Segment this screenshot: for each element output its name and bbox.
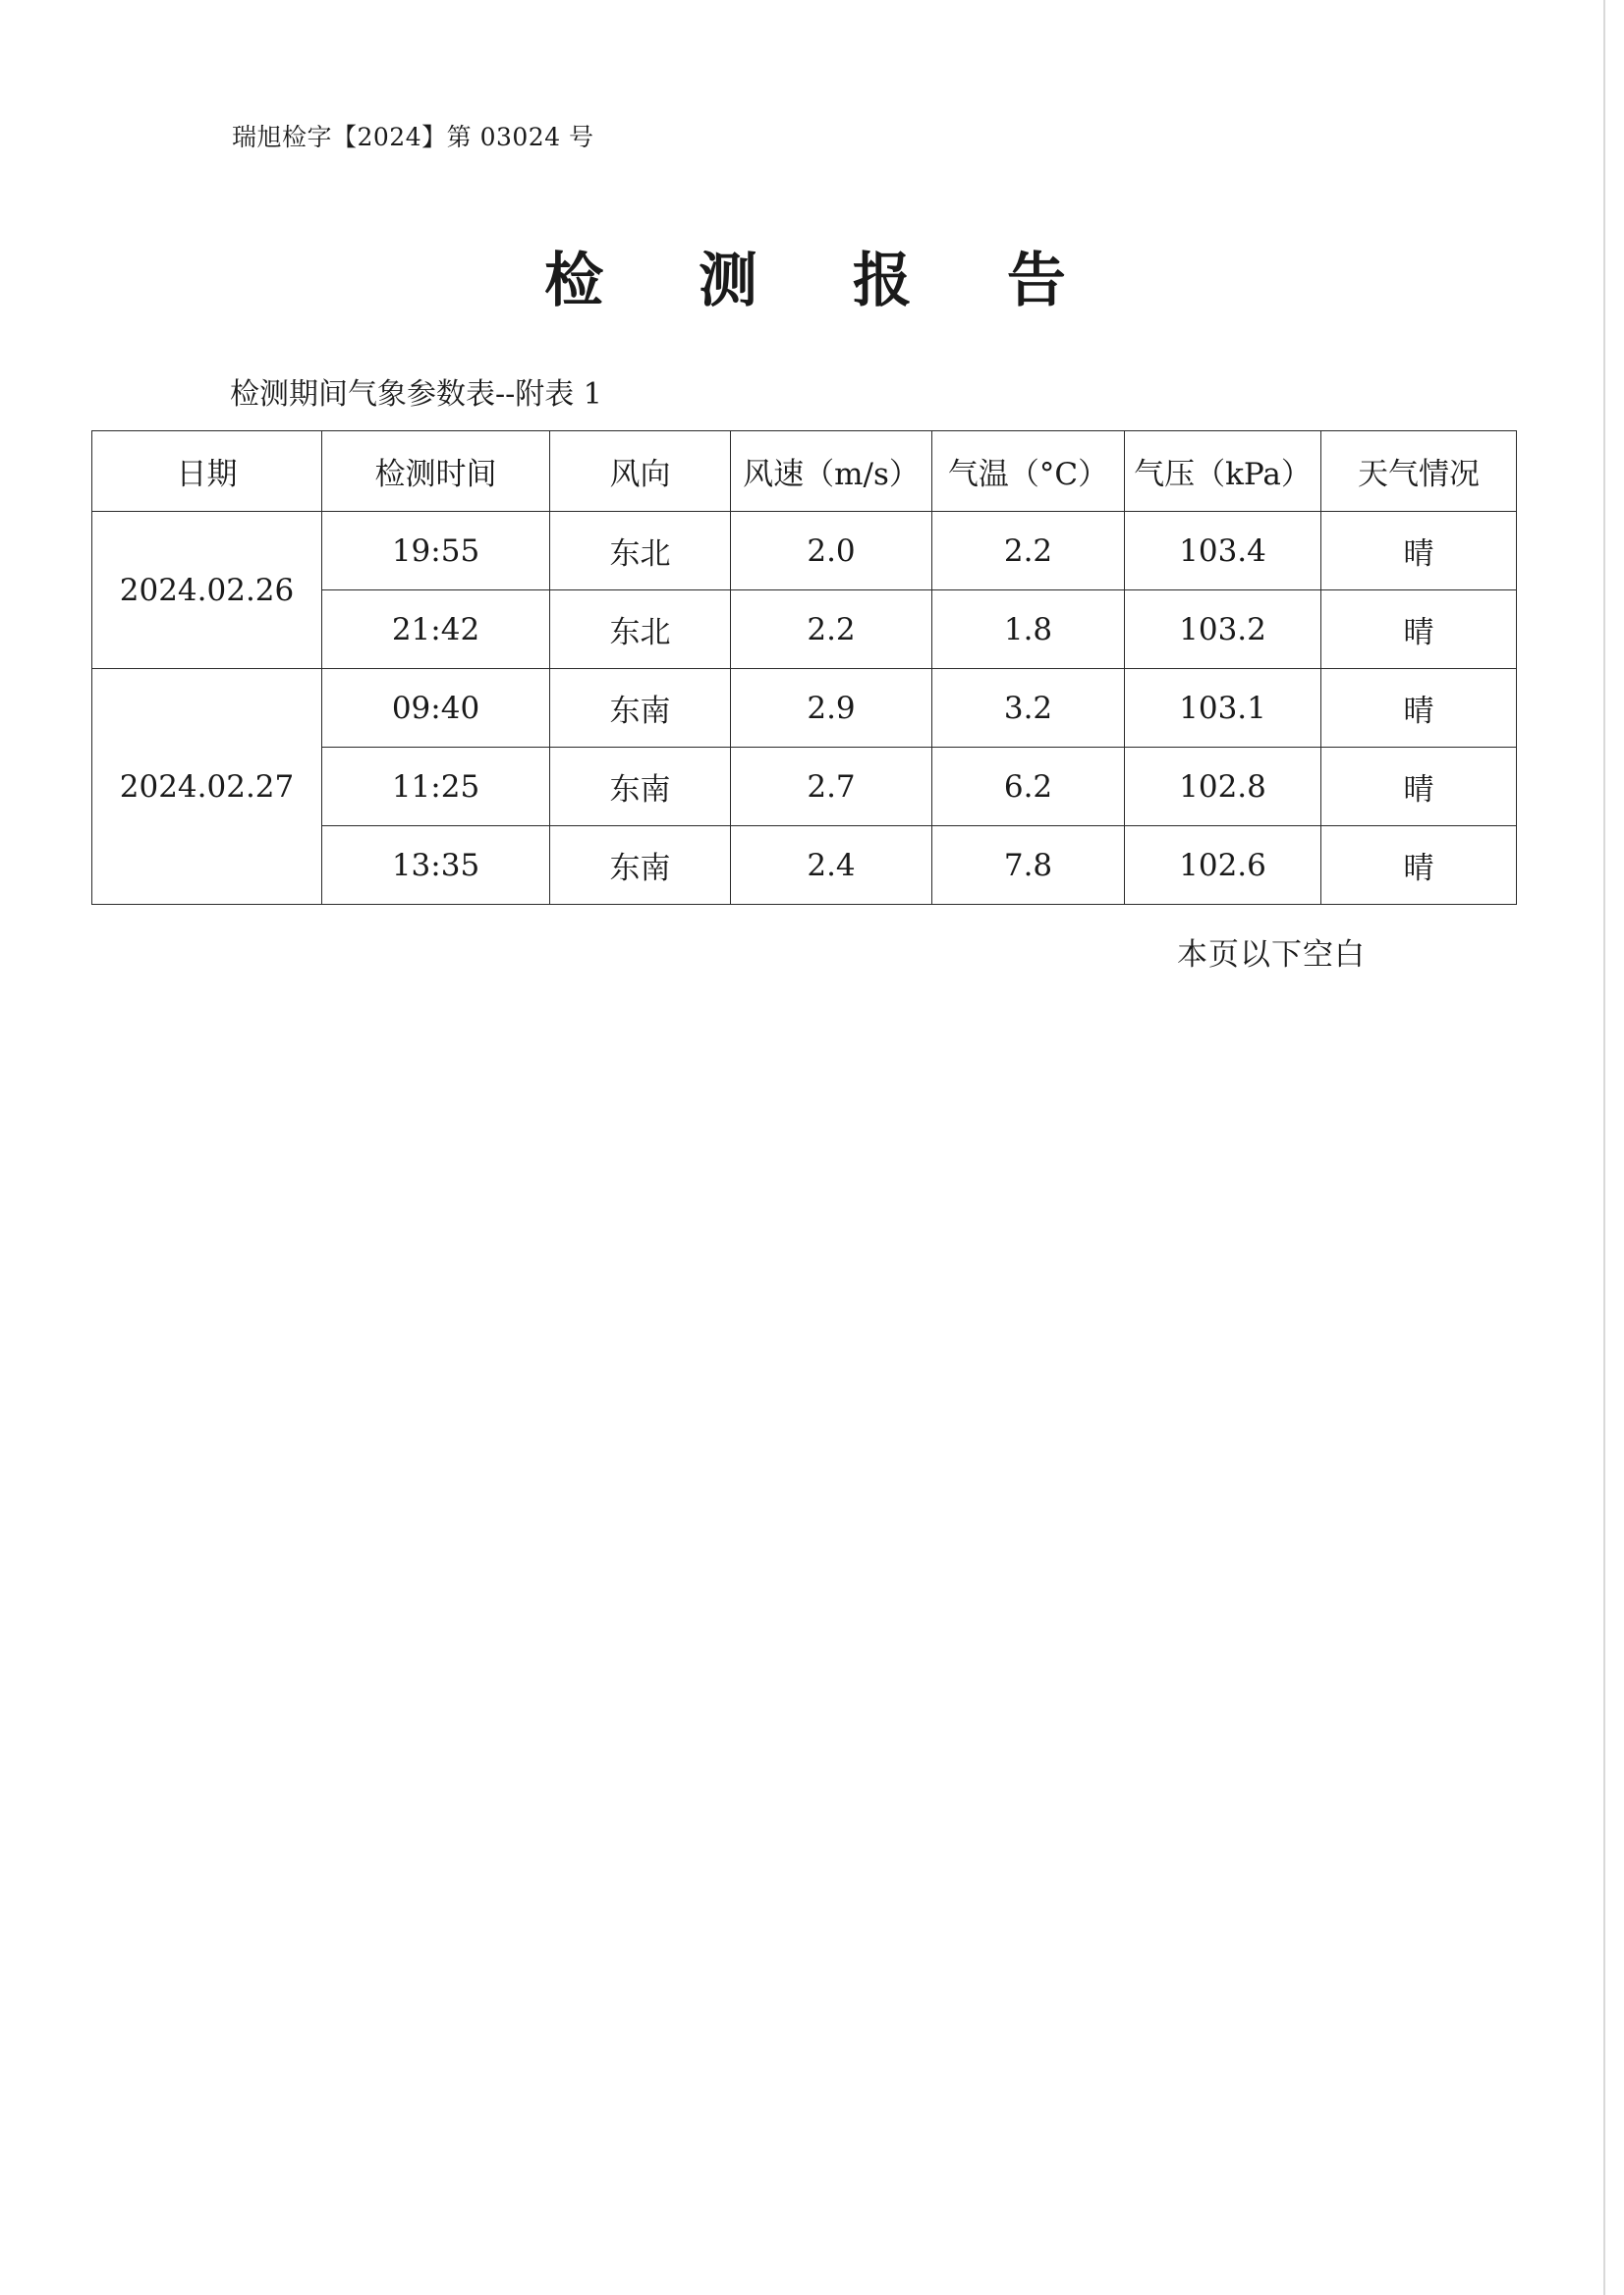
time-cell: 13:35 — [322, 826, 550, 905]
header-wind-speed: 风速（m/s） — [731, 431, 932, 512]
weather-cell: 晴 — [1321, 512, 1517, 590]
temperature-cell: 1.8 — [932, 590, 1125, 669]
weather-cell: 晴 — [1321, 669, 1517, 748]
header-pressure: 气压（kPa） — [1125, 431, 1321, 512]
header-time: 检测时间 — [322, 431, 550, 512]
time-cell: 11:25 — [322, 748, 550, 826]
pressure-cell: 102.6 — [1125, 826, 1321, 905]
weather-cell: 晴 — [1321, 748, 1517, 826]
pressure-cell: 103.2 — [1125, 590, 1321, 669]
scan-edge-line — [1603, 0, 1605, 2295]
wind-speed-cell: 2.4 — [731, 826, 932, 905]
wind-speed-cell: 2.2 — [731, 590, 932, 669]
wind-direction-cell: 东南 — [550, 826, 731, 905]
page-title: 检 测 报 告 — [544, 247, 1103, 315]
date-cell: 2024.02.26 — [92, 512, 322, 669]
header-weather: 天气情况 — [1321, 431, 1517, 512]
weather-parameters-table — [91, 430, 1517, 905]
header-temperature: 气温（°C） — [932, 431, 1125, 512]
header-wind-direction: 风向 — [550, 431, 731, 512]
wind-speed-cell: 2.0 — [731, 512, 932, 590]
weather-cell: 晴 — [1321, 826, 1517, 905]
weather-cell: 晴 — [1321, 590, 1517, 669]
wind-speed-cell: 2.7 — [731, 748, 932, 826]
wind-direction-cell: 东北 — [550, 512, 731, 590]
time-cell: 19:55 — [322, 512, 550, 590]
table-header-row — [92, 431, 1517, 512]
temperature-cell: 2.2 — [932, 512, 1125, 590]
pressure-cell: 102.8 — [1125, 748, 1321, 826]
wind-speed-cell: 2.9 — [731, 669, 932, 748]
table-caption: 检测期间气象参数表--附表 1 — [230, 377, 602, 412]
temperature-cell: 6.2 — [932, 748, 1125, 826]
pressure-cell: 103.1 — [1125, 669, 1321, 748]
temperature-cell: 7.8 — [932, 826, 1125, 905]
pressure-cell: 103.4 — [1125, 512, 1321, 590]
time-cell: 21:42 — [322, 590, 550, 669]
date-cell: 2024.02.27 — [92, 669, 322, 905]
header-date: 日期 — [92, 431, 322, 512]
table-row — [92, 669, 1517, 748]
report-number: 瑞旭检字【2024】第 03024 号 — [232, 123, 594, 151]
page-blank-note: 本页以下空白 — [1177, 937, 1366, 973]
temperature-cell: 3.2 — [932, 669, 1125, 748]
wind-direction-cell: 东南 — [550, 669, 731, 748]
table-row — [92, 512, 1517, 590]
wind-direction-cell: 东北 — [550, 590, 731, 669]
wind-direction-cell: 东南 — [550, 748, 731, 826]
time-cell: 09:40 — [322, 669, 550, 748]
